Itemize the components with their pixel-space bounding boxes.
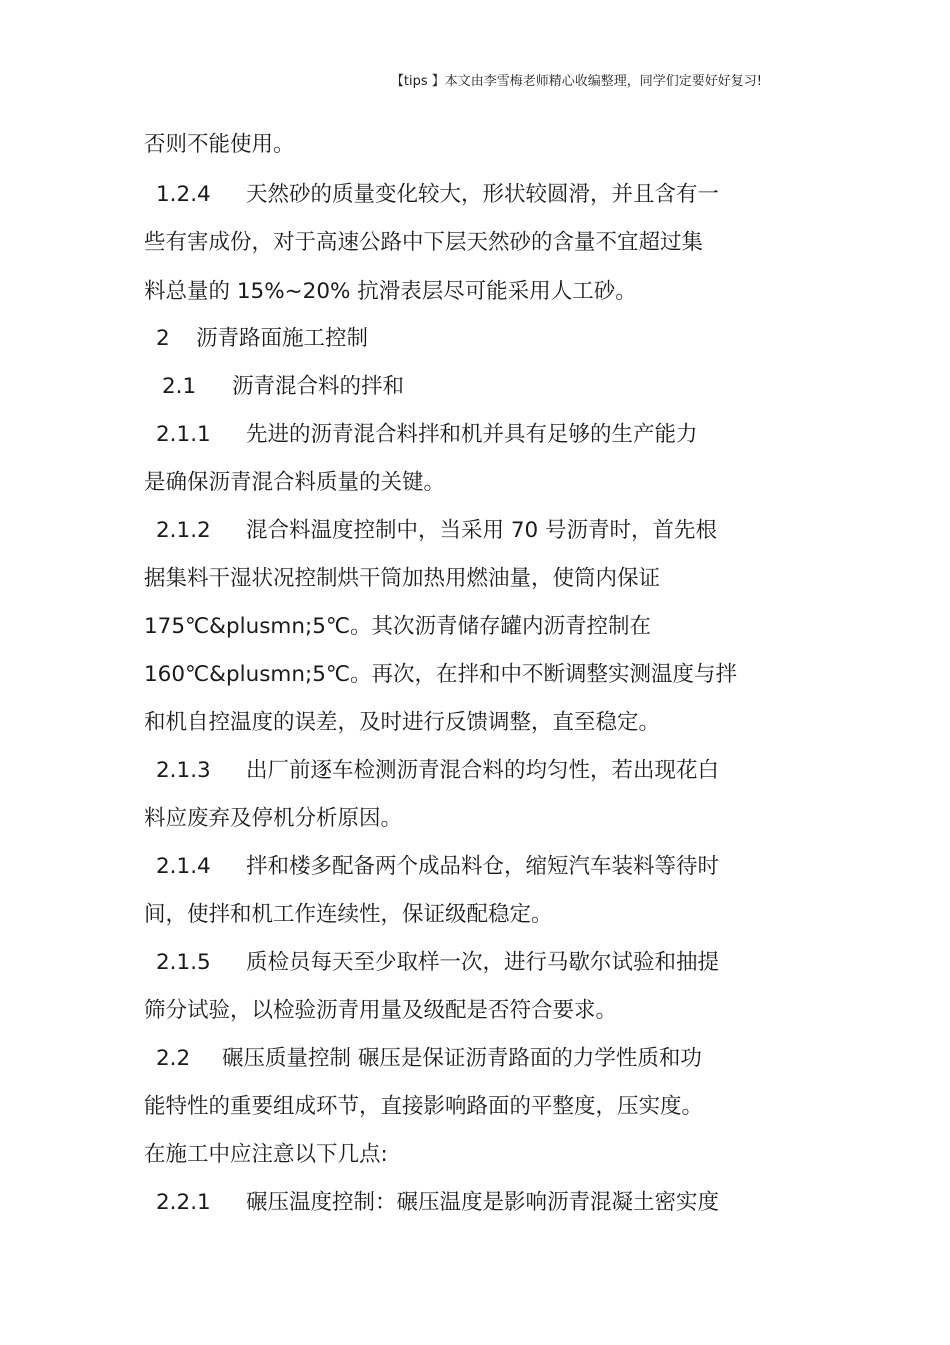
section-number: 2.1.2 bbox=[156, 518, 211, 543]
line-text: 质检员每天至少取样一次，进行马歇尔试验和抽提 bbox=[246, 950, 720, 975]
section-number: 2.1.4 bbox=[156, 854, 211, 879]
line-text: 175℃&plusmn;5℃。其次沥青储存罐内沥青控制在 bbox=[144, 614, 652, 639]
section-number: 1.2.4 bbox=[156, 182, 211, 207]
header-tip: 【tips 】本文由李雪梅老师精心收编整理，同学们定要好好复习! bbox=[390, 74, 762, 89]
line-text: 据集料干湿状况控制烘干筒加热用燃油量，使筒内保证 bbox=[144, 566, 661, 591]
line-text: 沥青路面施工控制 bbox=[196, 326, 369, 351]
line-text: 料应废弃及停机分析原因。 bbox=[144, 806, 403, 831]
section-number: 2.2 bbox=[156, 1046, 191, 1071]
line-text: 间，使拌和机工作连续性，保证级配稳定。 bbox=[144, 902, 553, 927]
line-text: 沥青混合料的拌和 bbox=[232, 374, 405, 399]
section-number: 2.1.1 bbox=[156, 422, 211, 447]
line-text: 料总量的 15%~20% 抗滑表层尽可能采用人工砂。 bbox=[144, 279, 637, 304]
line-text: 和机自控温度的误差，及时进行反馈调整，直至稳定。 bbox=[144, 710, 661, 735]
line-text: 先进的沥青混合料拌和机并具有足够的生产能力 bbox=[246, 422, 698, 447]
section-number: 2.1 bbox=[162, 374, 197, 399]
line-text: 否则不能使用。 bbox=[144, 132, 295, 157]
line-text: 能特性的重要组成环节，直接影响路面的平整度，压实度。 bbox=[144, 1094, 704, 1119]
line-text: 天然砂的质量变化较大，形状较圆滑，并且含有一 bbox=[246, 182, 720, 207]
line-text: 160℃&plusmn;5℃。再次，在拌和中不断调整实测温度与拌 bbox=[144, 662, 738, 687]
line-text: 拌和楼多配备两个成品料仓，缩短汽车装料等待时 bbox=[246, 854, 720, 879]
section-number: 2.1.3 bbox=[156, 758, 211, 783]
line-text: 筛分试验，以检验沥青用量及级配是否符合要求。 bbox=[144, 998, 618, 1023]
section-number: 2 bbox=[156, 326, 170, 351]
line-text: 混合料温度控制中，当采用 70 号沥青时，首先根 bbox=[246, 518, 718, 543]
section-number: 2.1.5 bbox=[156, 950, 211, 975]
line-text: 碾压质量控制 碾压是保证沥青路面的力学性质和功 bbox=[222, 1046, 702, 1071]
line-text: 是确保沥青混合料质量的关键。 bbox=[144, 470, 446, 495]
line-text: 碾压温度控制：碾压温度是影响沥青混凝土密实度 bbox=[246, 1190, 720, 1215]
line-text: 在施工中应注意以下几点: bbox=[144, 1142, 388, 1167]
section-number: 2.2.1 bbox=[156, 1190, 211, 1215]
line-text: 出厂前逐车检测沥青混合料的均匀性，若出现花白 bbox=[246, 758, 720, 783]
line-text: 些有害成份，对于高速公路中下层天然砂的含量不宜超过集 bbox=[144, 230, 704, 255]
